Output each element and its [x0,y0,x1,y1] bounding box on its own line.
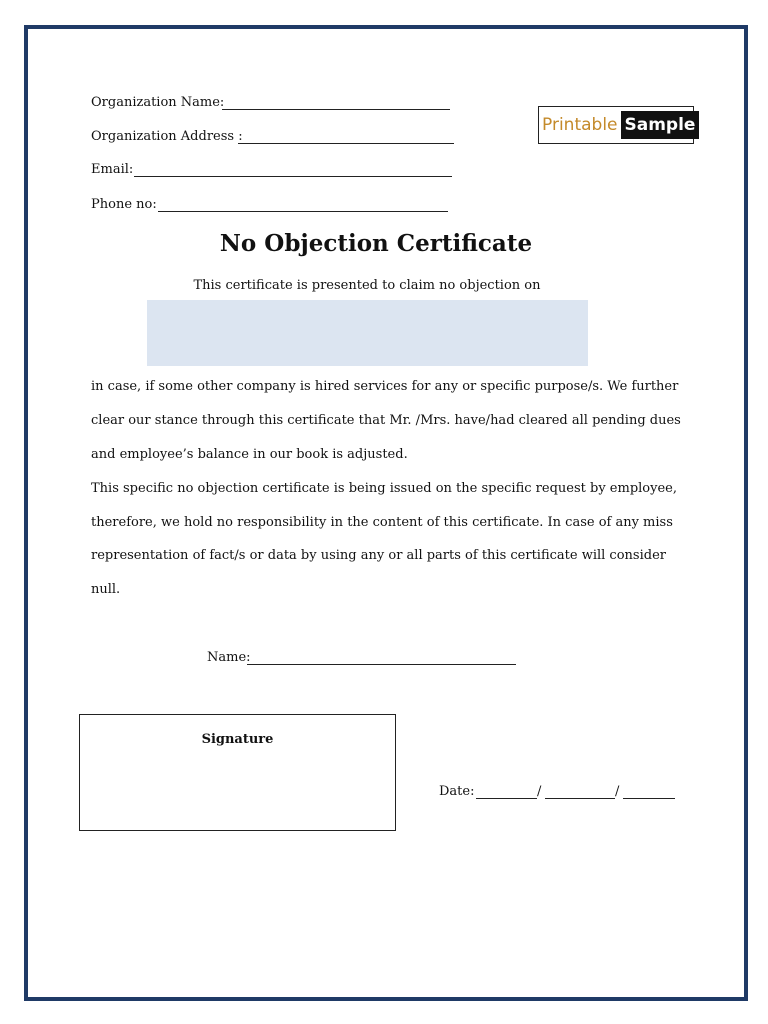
body-line: representation of fact/s or data by using any or all parts of this certificate will consider [91,548,666,563]
signature-box[interactable] [79,714,396,831]
date-day-field[interactable] [476,798,537,799]
printable-sample-logo [538,106,694,144]
body-line: null. [91,582,121,597]
certificate-title: No Objection Certificate [219,230,533,257]
body-line: and employee’s balance in our book is adjusted. [91,447,408,462]
date-separator: / [615,784,620,799]
date-year-field[interactable] [623,798,675,799]
date-separator: / [537,784,542,799]
certificate-subtitle: This certificate is presented to claim no objection on [193,278,541,293]
name-field[interactable] [247,664,516,665]
name-label: Name: [207,650,251,665]
org-address-label: Organization Address : [91,129,243,144]
objection-subject-box[interactable] [147,300,588,366]
date-month-field[interactable] [545,798,615,799]
email-label: Email: [91,162,134,177]
org-address-field[interactable] [238,143,454,144]
org-name-field[interactable] [222,109,450,110]
signature-label: Signature [201,732,274,747]
logo-word-printable: Printable [542,115,618,135]
org-name-label: Organization Name: [91,95,225,110]
email-field[interactable] [134,176,452,177]
body-line: clear our stance through this certificate that Mr. /Mrs. have/had cleared all pending dues [91,413,681,428]
phone-field[interactable] [158,211,448,212]
body-line: therefore, we hold no responsibility in the content of this certificate. In case of any miss [91,515,673,530]
body-line: This specific no objection certificate is being issued on the specific request by employee, [91,481,677,496]
body-line: in case, if some other company is hired services for any or specific purpose/s. We further [91,379,679,394]
date-label: Date: [439,784,475,799]
logo-word-sample: Sample [621,111,700,139]
phone-label: Phone no: [91,197,157,212]
